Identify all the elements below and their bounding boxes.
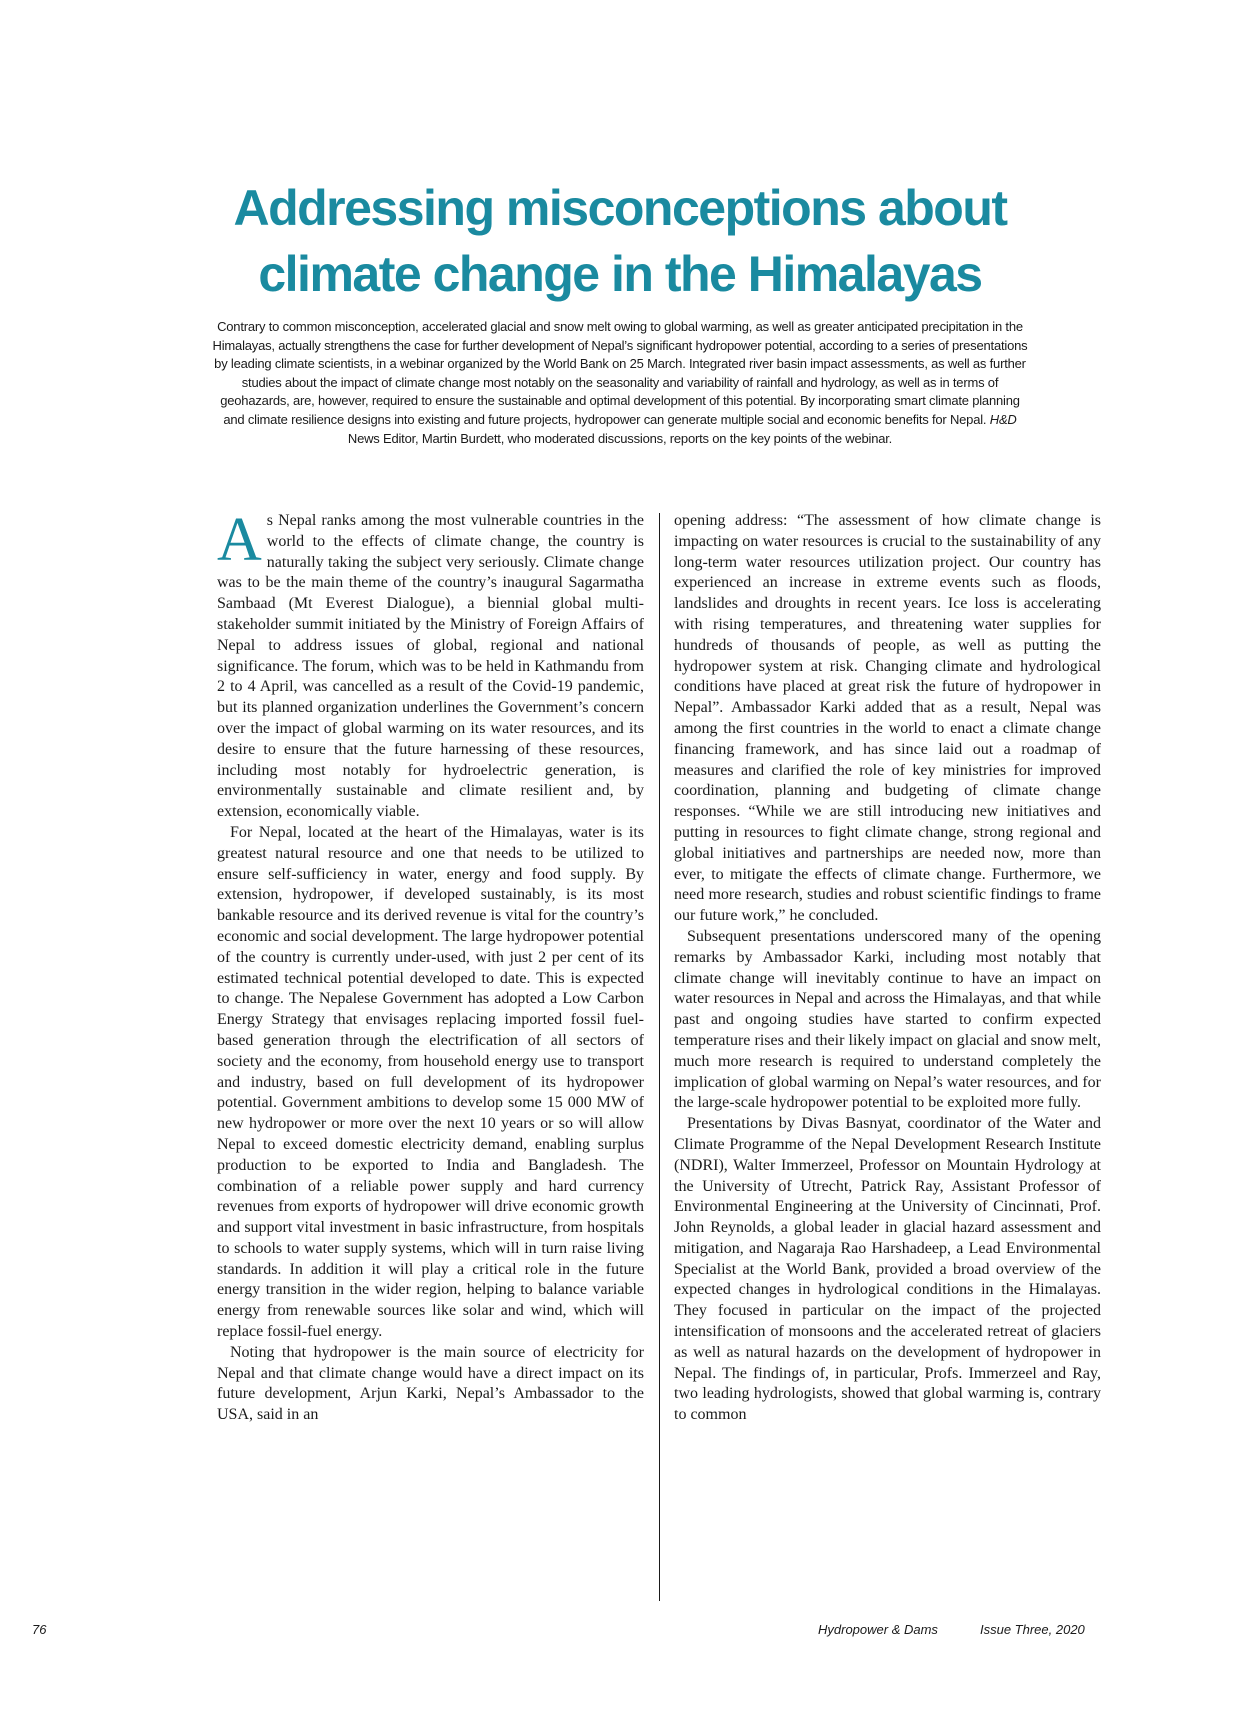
body-paragraph-1-text: s Nepal ranks among the most vulnerable countries in the world to the effects of climate change, the country is naturally taking the subject very seriously. Climate change was to be the main theme of the country’s inaugural Sagarmatha Sambaad (Mt Everest Dialogue), a biennial global multi-stakeholder summit initiated by the Ministry of Foreign Affairs of Nepal to address issues of global, regional and national significance. The forum, which was to be held in Kathmandu from 2 to 4 April, was cancelled as a result of the Covid-19 pandemic, but its planned organization underlines the Government’s concern over the impact of global warming on its water resources, and its desire to ensure that the future harnessing of these resources, including most notably for hydroelectric generation, is environmentally sustainable and climate resilient and, by extension, economically viable.	[217, 512, 644, 821]
title-line-2: climate change in the Himalayas	[258, 246, 982, 302]
body-column-right	[674, 511, 1101, 1603]
page-number: 76	[32, 1622, 47, 1637]
body-paragraph-6: Presentations by Divas Basnyat, coordinator of the Water and Climate Programme of the Nepal Development Research Institute (NDRI), Walter Immerzeel, Professor on Mountain Hydrology at the University of Utrecht, Patrick Ray, Assistant Professor of Environmental Engineering at the University of Cincinnati, Prof. John Reynolds, a global leader in glacial hazard assessment and mitigation, and Nagaraja Rao Harshadeep, a Lead Environmental Specialist at the World Bank, provided a broad overview of the expected changes in hydrological conditions in the Himalayas. They focused in particular on the impact of the projected intensification of monsoons and the accelerated retreat of glaciers as well as natural hazards on the development of hydropower in Nepal. The findings of, in particular, Profs. Immerzeel and Ray, two leading hydrologists, showed that global warming is, contrary to common	[674, 1115, 1101, 1424]
standfirst-main: Contrary to common misconception, accelerated glacial and snow melt owing to global warming, as well as greater anticipated precipitation in the Himalayas, actually strengthens the case for further development of Nepal’s significant hydropower potential, according to a series of presentations by leading climate scientists, in a webinar organized by the World Bank on 25 March. Integrated river basin impact assessments, as well as further studies about the impact of climate change most notably on the seasonality and variability of rainfall and hydrology, as well as in terms of geohazards, are, however, required to ensure the sustainable and optimal development of this potential. By incorporating smart climate planning and climate resilience designs into existing and future projects, hydropower can generate multiple social and economic benefits for Nepal.	[212, 319, 1028, 427]
drop-cap: A	[217, 511, 262, 574]
body-column-left	[217, 511, 644, 1603]
body-paragraph-1	[217, 511, 644, 823]
standfirst-byline: News Editor, Martin Burdett, who moderated discussions, reports on the key points of the webinar.	[347, 430, 893, 446]
column-divider	[659, 513, 660, 1601]
standfirst	[210, 318, 1030, 448]
article-title	[150, 175, 1090, 307]
body-paragraph-3: Noting that hydropower is the main source of electricity for Nepal and that climate change would have a direct impact on its future development, Arjun Karki, Nepal’s Ambassador to the USA, said in an	[217, 1343, 644, 1424]
standfirst-publication: H&D	[989, 411, 1017, 427]
journal-name: Hydropower & Dams	[818, 1622, 938, 1637]
title-line-1: Addressing misconceptions about	[233, 180, 1007, 236]
body-paragraph-4: opening address: “The assessment of how climate change is impacting on water resources is crucial to the sustainability of any long-term water resources utilization project. Our country has experienced an increase in extreme events such as floods, landslides and droughts in recent years. Ice loss is accelerating with rising temperatures, and threatening water supplies for hundreds of thousands of people, as well as putting the hydropower system at risk. Changing climate and hydrological conditions have placed at great risk the future of hydropower in Nepal”. Ambassador Karki added that as a result, Nepal was among the first countries in the world to enact a climate change financing framework, and has since laid out a roadmap of measures and clarified the role of key ministries for improved coordination, planning and budgeting of climate change responses. “While we are still introducing new initiatives and putting in resources to fight climate change, strong regional and global initiatives and partnerships are needed now, more than ever, to mitigate the effects of climate change. Furthermore, we need more research, studies and robust scientific findings to frame our future work,” he concluded.	[674, 512, 1101, 925]
body-paragraph-2: For Nepal, located at the heart of the Himalayas, water is its greatest natural resource and one that needs to be utilized to ensure self-sufficiency in water, energy and food supply. By extension, hydropower, if developed sustainably, is its most bankable resource and its derived revenue is vital for the country’s economic and social development. The large hydropower potential of the country is currently under-used, with just 2 per cent of its estimated technical potential developed to date. This is expected to change. The Nepalese Government has adopted a Low Carbon Energy Strategy that envisages replacing imported fossil fuel-based generation through the electrification of all sectors of society and the economy, from household energy use to transport and industry, based on full development of its hydropower potential. Government ambitions to develop some 15 000 MW of new hydropower or more over the next 10 years or so will allow Nepal to exceed domestic electricity demand, enabling surplus production to be exported to India and Bangladesh. The combination of a reliable power supply and hard currency revenues from exports of hydropower will drive economic growth and support vital investment in basic infrastructure, from hospitals to schools to water supply systems, which will in turn raise living standards. In addition it will play a critical role in the future energy transition in the wider region, helping to balance variable energy from renewable sources like solar and wind, which will replace fossil-fuel energy.	[217, 823, 644, 1341]
issue-label: Issue Three, 2020	[980, 1622, 1085, 1637]
body-paragraph-5: Subsequent presentations underscored many of the opening remarks by Ambassador Karki, including most notably that climate change will inevitably continue to have an impact on water resources in Nepal and across the Himalayas, and that while past and ongoing studies have started to confirm expected temperature rises and their likely impact on glacial and snow melt, much more research is required to understand completely the implication of global warming on Nepal’s water resources, and for the large-scale hydropower potential to be exploited more fully.	[674, 927, 1101, 1112]
